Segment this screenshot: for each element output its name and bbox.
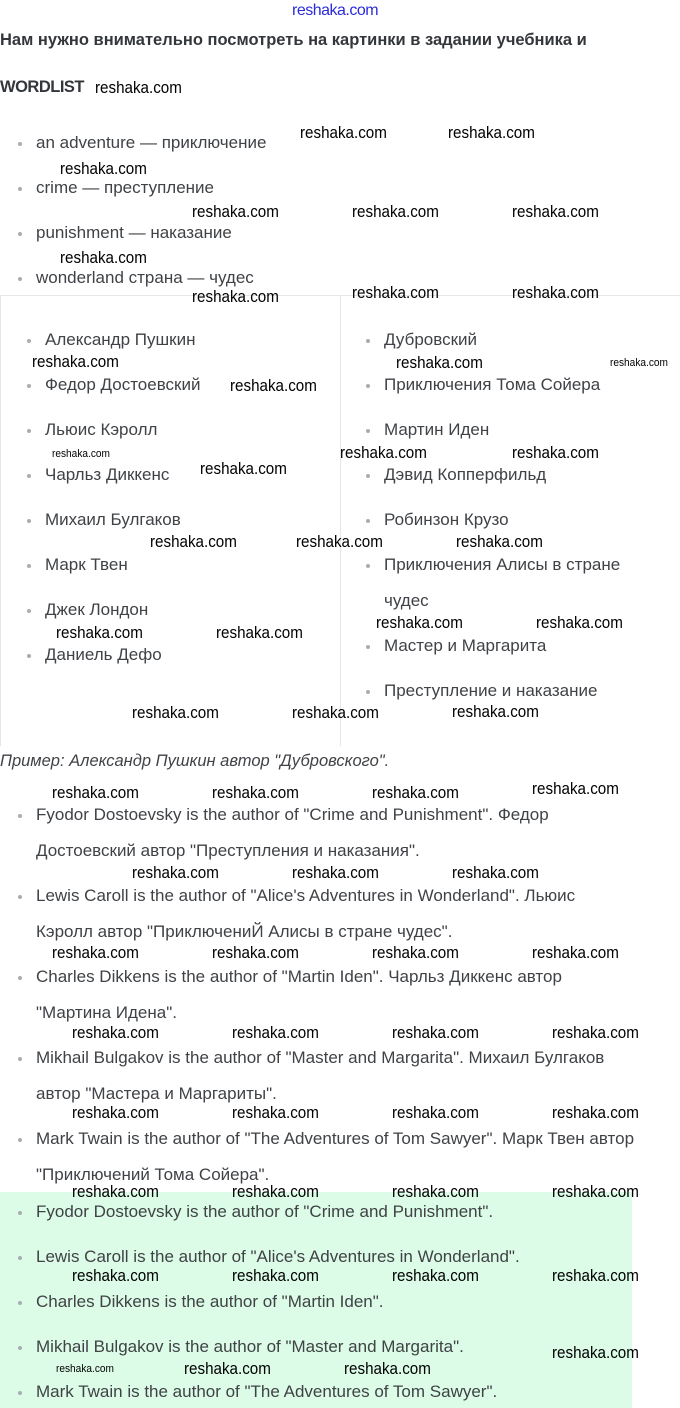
author-item: Льюис Кэролл	[45, 420, 158, 439]
answer-item: Fyodor Dostoevsky is the author of "Crime and Punishment". Федор	[36, 805, 549, 824]
watermark: reshaka.com	[95, 79, 182, 97]
bullet-icon	[366, 690, 370, 694]
bullet-icon	[18, 1057, 22, 1061]
answer-item-continued: "Мартина Идена".	[36, 1003, 177, 1022]
bullet-icon	[366, 645, 370, 649]
watermark: reshaka.com	[56, 1363, 114, 1375]
answer-item: Mikhail Bulgakov is the author of "Master and Margarita". Михаил Булгаков	[36, 1048, 605, 1067]
watermark: reshaka.com	[216, 624, 303, 642]
author-item: Джек Лондон	[45, 600, 149, 619]
watermark: reshaka.com	[212, 784, 299, 802]
intro-text: Нам нужно внимательно посмотреть на картинки в задании учебника и	[0, 31, 587, 49]
watermark: reshaka.com	[192, 203, 279, 221]
bullet-icon	[366, 474, 370, 478]
watermark: reshaka.com	[552, 1024, 639, 1042]
watermark: reshaka.com	[52, 784, 139, 802]
book-item: Приключения Алисы в стране	[384, 555, 621, 574]
watermark: reshaka.com	[456, 533, 543, 551]
watermark: reshaka.com	[512, 203, 599, 221]
book-item: Дубровский	[384, 330, 477, 349]
bullet-icon	[27, 429, 31, 433]
watermark: reshaka.com	[72, 1104, 159, 1122]
author-item: Александр Пушкин	[45, 330, 196, 349]
bullet-icon	[18, 1256, 22, 1260]
watermark: reshaka.com	[292, 864, 379, 882]
watermark: reshaka.com	[32, 353, 119, 371]
bullet-icon	[18, 895, 22, 899]
watermark: reshaka.com	[52, 944, 139, 962]
bullet-icon	[366, 519, 370, 523]
watermark: reshaka.com	[192, 288, 279, 306]
watermark: reshaka.com	[372, 944, 459, 962]
watermark: reshaka.com	[232, 1024, 319, 1042]
answer-item: Charles Dikkens is the author of "Martin Iden". Чарльз Диккенс автор	[36, 967, 562, 986]
watermark: reshaka.com	[232, 1183, 319, 1201]
summary-item: Fyodor Dostoevsky is the author of "Crime and Punishment".	[36, 1202, 494, 1221]
bullet-icon	[27, 564, 31, 568]
bullet-icon	[366, 384, 370, 388]
column-divider	[340, 296, 341, 746]
watermark: reshaka.com	[300, 124, 387, 142]
book-item: Дэвид Копперфильд	[384, 465, 547, 484]
watermark: reshaka.com	[512, 444, 599, 462]
book-item: Приключения Тома Сойера	[384, 375, 601, 394]
watermark: reshaka.com	[150, 533, 237, 551]
watermark: reshaka.com	[296, 533, 383, 551]
bullet-icon	[18, 142, 22, 146]
summary-item: Lewis Caroll is the author of "Alice's Adventures in Wonderland".	[36, 1247, 520, 1266]
watermark: reshaka.com	[610, 357, 668, 369]
bullet-icon	[18, 976, 22, 980]
bullet-icon	[18, 1346, 22, 1350]
bullet-icon	[366, 339, 370, 343]
watermark: reshaka.com	[230, 377, 317, 395]
bullet-icon	[18, 814, 22, 818]
watermark: reshaka.com	[72, 1024, 159, 1042]
author-item: Марк Твен	[45, 555, 128, 574]
book-item: Робинзон Крузо	[384, 510, 509, 529]
watermark: reshaka.com	[532, 780, 619, 798]
watermark: reshaka.com	[376, 614, 463, 632]
wordlist-heading: WORDLIST	[0, 78, 84, 96]
answer-item: Mark Twain is the author of "The Adventures of Tom Sawyer". Марк Твен автор	[36, 1129, 635, 1148]
watermark: reshaka.com	[232, 1267, 319, 1285]
author-item: Даниель Дефо	[45, 645, 162, 664]
wordlist-item: crime — преступление	[36, 178, 215, 197]
author-item: Чарльз Диккенс	[45, 465, 170, 484]
watermark: reshaka.com	[184, 1360, 271, 1378]
wordlist-item: wonderland страна — чудес	[36, 268, 254, 287]
watermark: reshaka.com	[392, 1104, 479, 1122]
example-text: Пример: Александр Пушкин автор "Дубровского".	[0, 752, 390, 770]
watermark: reshaka.com	[552, 1267, 639, 1285]
answer-item-continued: Кэролл автор "ПриключениЙ Алисы в стране чудес".	[36, 922, 453, 941]
bullet-icon	[18, 1301, 22, 1305]
bullet-icon	[27, 474, 31, 478]
watermark: reshaka.com	[132, 864, 219, 882]
watermark: reshaka.com	[396, 354, 483, 372]
watermark: reshaka.com	[344, 1360, 431, 1378]
book-item: чудес	[384, 591, 429, 610]
bullet-icon	[366, 564, 370, 568]
watermark: reshaka.com	[352, 203, 439, 221]
bullet-icon	[27, 654, 31, 658]
watermark: reshaka.com	[552, 1104, 639, 1122]
book-item: Мартин Иден	[384, 420, 490, 439]
watermark: reshaka.com	[292, 704, 379, 722]
watermark: reshaka.com	[60, 160, 147, 178]
watermark: reshaka.com	[552, 1344, 639, 1362]
book-item: Мастер и Маргарита	[384, 636, 547, 655]
author-item: Федор Достоевский	[45, 375, 201, 394]
watermark: reshaka.com	[72, 1267, 159, 1285]
answer-item-continued: "Приключений Тома Сойера".	[36, 1165, 270, 1184]
watermark: reshaka.com	[392, 1267, 479, 1285]
watermark: reshaka.com	[392, 1183, 479, 1201]
watermark: reshaka.com	[452, 703, 539, 721]
watermark: reshaka.com	[232, 1104, 319, 1122]
answer-item-continued: автор "Мастера и Маргариты".	[36, 1084, 277, 1103]
bullet-icon	[27, 384, 31, 388]
watermark: reshaka.com	[56, 624, 143, 642]
watermark: reshaka.com	[452, 864, 539, 882]
bullet-icon	[18, 187, 22, 191]
watermark: reshaka.com	[372, 784, 459, 802]
watermark: reshaka.com	[532, 944, 619, 962]
watermark: reshaka.com	[340, 444, 427, 462]
watermark: reshaka.com	[200, 460, 287, 478]
bullet-icon	[18, 1211, 22, 1215]
bullet-icon	[18, 1138, 22, 1142]
summary-item: Charles Dikkens is the author of "Martin Iden".	[36, 1292, 384, 1311]
answer-item-continued: Достоевский автор "Преступления и наказания".	[36, 841, 420, 860]
watermark: reshaka.com	[132, 704, 219, 722]
bullet-icon	[366, 429, 370, 433]
watermark: reshaka.com	[536, 614, 623, 632]
bullet-icon	[18, 232, 22, 236]
watermark: reshaka.com	[352, 284, 439, 302]
wordlist-item: an adventure — приключение	[36, 133, 267, 152]
watermark: reshaka.com	[52, 448, 110, 460]
bullet-icon	[27, 609, 31, 613]
summary-item: Mark Twain is the author of "The Adventures of Tom Sawyer".	[36, 1382, 498, 1401]
bullet-icon	[27, 339, 31, 343]
summary-item: Mikhail Bulgakov is the author of "Master and Margarita".	[36, 1337, 464, 1356]
author-item: Михаил Булгаков	[45, 510, 181, 529]
watermark: reshaka.com	[512, 284, 599, 302]
bullet-icon	[27, 519, 31, 523]
watermark: reshaka.com	[212, 944, 299, 962]
bullet-icon	[18, 277, 22, 281]
answer-item: Lewis Caroll is the author of "Alice's Adventures in Wonderland". Льюис	[36, 886, 576, 905]
watermark: reshaka.com	[448, 124, 535, 142]
watermark: reshaka.com	[392, 1024, 479, 1042]
book-item: Преступление и наказание	[384, 681, 598, 700]
watermark: reshaka.com	[60, 249, 147, 267]
watermark: reshaka.com	[72, 1183, 159, 1201]
bullet-icon	[18, 1391, 22, 1395]
site-link[interactable]: reshaka.com	[292, 2, 379, 19]
wordlist-item: punishment — наказание	[36, 223, 232, 242]
watermark: reshaka.com	[552, 1183, 639, 1201]
